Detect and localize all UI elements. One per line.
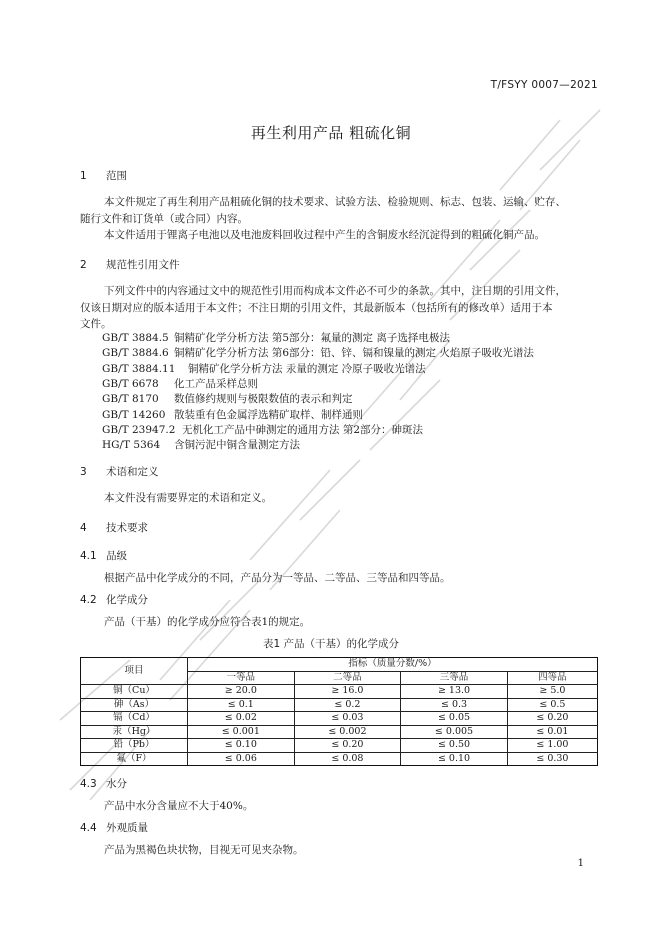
reference-title: 铜精矿化学分析方法 汞量的测定 冷原子吸收光谱法 — [188, 362, 426, 375]
grade-header: 四等品 — [507, 671, 597, 685]
text-line: 下列文件中的内容通过文中的规范性引用而构成本文件必不可少的条款。其中，注日期的引用文件， — [104, 285, 566, 297]
grade-header: 一等品 — [188, 671, 295, 685]
reference-title: 铜精矿化学分析方法 第5部分：氟量的测定 离子选择电极法 — [174, 332, 450, 344]
reference-code: GB/T 23947.2 — [102, 423, 176, 436]
reference-item — [102, 330, 450, 345]
section-title: 技术要求 — [106, 522, 148, 534]
table-body — [81, 685, 598, 766]
text-line: 文件。 — [80, 318, 112, 330]
reference-code: HG/T 5364 — [102, 439, 161, 452]
table-cell: ≤ 0.5 — [507, 698, 597, 712]
section-1-paragraph-2: 本文件适用于锂离子电池以及电池废料回收过程中产生的含铜废水经沉淀得到的粗硫化铜产品。 — [104, 229, 545, 241]
reference-title: 铜精矿化学分析方法 第6部分：铅、锌、镉和镍量的测定 火焰原子吸收光谱法 — [174, 347, 534, 360]
section-title: 外观质量 — [106, 822, 148, 834]
table-row — [81, 712, 598, 726]
column-header-item: 项目 — [81, 658, 188, 685]
table-row — [81, 739, 598, 753]
table-row — [81, 685, 598, 699]
section-number: 1 — [80, 170, 87, 182]
grade-header: 三等品 — [401, 671, 508, 685]
section-2-heading — [80, 257, 180, 272]
reference-title: 散装重有色金属浮选精矿取样、制样通则 — [174, 408, 363, 421]
reference-code: GB/T 3884.11 — [102, 362, 176, 375]
section-number: 4 — [80, 522, 87, 534]
section-number: 4.3 — [80, 778, 97, 790]
row-item-label: 氟（F） — [81, 752, 188, 766]
reference-item — [102, 391, 353, 406]
reference-item — [102, 345, 534, 360]
column-header-group: 指标（质量分数/%） — [188, 658, 598, 672]
table-row — [81, 725, 598, 739]
row-item-label: 砷（As） — [81, 698, 188, 712]
section-number: 2 — [80, 259, 87, 271]
section-4-1-heading — [80, 548, 127, 563]
reference-item — [102, 407, 363, 422]
table-cell: ≥ 20.0 — [188, 685, 295, 699]
section-number: 3 — [80, 466, 87, 478]
section-4-3-heading — [80, 776, 127, 791]
reference-title: 数值修约规则与极限数值的表示和判定 — [174, 393, 353, 406]
table-cell: ≤ 0.002 — [294, 725, 401, 739]
table-cell: ≤ 0.30 — [507, 752, 597, 766]
section-1-heading — [80, 168, 127, 183]
section-4-heading — [80, 520, 148, 535]
section-title: 规范性引用文件 — [106, 259, 180, 271]
section-title: 水分 — [106, 778, 127, 790]
table-cell: ≥ 5.0 — [507, 685, 597, 699]
table-cell: ≤ 0.2 — [294, 698, 401, 712]
grade-header: 二等品 — [294, 671, 401, 685]
table-cell: ≤ 0.08 — [294, 752, 401, 766]
chemical-composition-table — [80, 657, 598, 766]
table-cell: ≤ 0.20 — [294, 739, 401, 753]
section-3-heading — [80, 464, 159, 479]
reference-code: GB/T 3884.5 — [102, 332, 169, 344]
table-cell: ≤ 0.02 — [188, 712, 295, 726]
section-1-paragraph-1 — [80, 194, 600, 227]
table-cell: ≤ 0.001 — [188, 725, 295, 739]
table-cell: ≥ 16.0 — [294, 685, 401, 699]
section-number: 4.4 — [80, 822, 97, 834]
section-3-paragraph: 本文件没有需要界定的术语和定义。 — [104, 492, 272, 504]
reference-title: 无机化工产品中砷测定的通用方法 第2部分：砷斑法 — [182, 423, 424, 436]
text-line: 本文件规定了再生利用产品粗硫化铜的技术要求、试验方法、检验规则、标志、包装、运输、贮存、 — [104, 196, 566, 208]
section-4-4-paragraph: 产品为黑褐色块状物，目视无可见夹杂物。 — [104, 844, 304, 856]
section-4-3-paragraph: 产品中水分含量应不大于40%。 — [104, 800, 254, 812]
section-number: 4.2 — [80, 594, 97, 606]
table-cell: ≤ 0.3 — [401, 698, 508, 712]
section-number: 4.1 — [80, 550, 97, 562]
section-title: 品级 — [106, 550, 127, 562]
reference-code: GB/T 3884.6 — [102, 347, 169, 360]
document-title: 再生利用产品 粗硫化铜 — [250, 124, 412, 142]
reference-code: GB/T 6678 — [102, 377, 159, 390]
reference-code: GB/T 8170 — [102, 393, 159, 406]
reference-code: GB/T 14260 — [102, 408, 166, 421]
row-item-label: 汞（Hg） — [81, 725, 188, 739]
table-cell: ≤ 0.50 — [401, 739, 508, 753]
section-4-2-heading — [80, 592, 148, 607]
reference-item — [102, 376, 258, 391]
section-title: 术语和定义 — [106, 466, 159, 478]
table-cell: ≤ 0.06 — [188, 752, 295, 766]
reference-title: 含铜污泥中铜含量测定方法 — [174, 439, 300, 452]
table-cell: ≤ 0.10 — [188, 739, 295, 753]
reference-item — [102, 437, 300, 452]
row-item-label: 镉（Cd） — [81, 712, 188, 726]
section-2-paragraph-1 — [80, 283, 600, 333]
section-4-4-heading — [80, 820, 148, 835]
table-cell: ≤ 1.00 — [507, 739, 597, 753]
text-line: 仅该日期对应的版本适用于本文件；不注日期的引用文件，其最新版本（包括所有的修改单）适用于本 — [80, 301, 553, 314]
table-cell: ≤ 0.01 — [507, 725, 597, 739]
row-item-label: 铜（Cu） — [81, 685, 188, 699]
section-title: 范围 — [106, 170, 127, 182]
table-row — [81, 752, 598, 766]
table-1-caption: 表1 产品（干基）的化学成分 — [262, 638, 400, 650]
table-cell: ≤ 0.20 — [507, 712, 597, 726]
table-cell: ≤ 0.1 — [188, 698, 295, 712]
table-cell: ≥ 13.0 — [401, 685, 508, 699]
page-number: 1 — [577, 858, 584, 869]
document-number: T/FSYY 0007—2021 — [490, 79, 598, 91]
section-4-1-paragraph: 根据产品中化学成分的不同，产品分为一等品、二等品、三等品和四等品。 — [104, 572, 451, 584]
text-line: 随行文件和订货单（或合同）内容。 — [80, 212, 248, 225]
table-cell: ≤ 0.005 — [401, 725, 508, 739]
table-cell: ≤ 0.10 — [401, 752, 508, 766]
reference-item — [102, 361, 426, 376]
reference-item — [102, 422, 423, 437]
table-row — [81, 698, 598, 712]
table-cell: ≤ 0.03 — [294, 712, 401, 726]
section-4-2-paragraph: 产品（干基）的化学成分应符合表1的规定。 — [104, 616, 311, 628]
reference-title: 化工产品采样总则 — [174, 377, 258, 390]
row-item-label: 铅（Pb） — [81, 739, 188, 753]
section-title: 化学成分 — [106, 594, 148, 606]
table-cell: ≤ 0.05 — [401, 712, 508, 726]
